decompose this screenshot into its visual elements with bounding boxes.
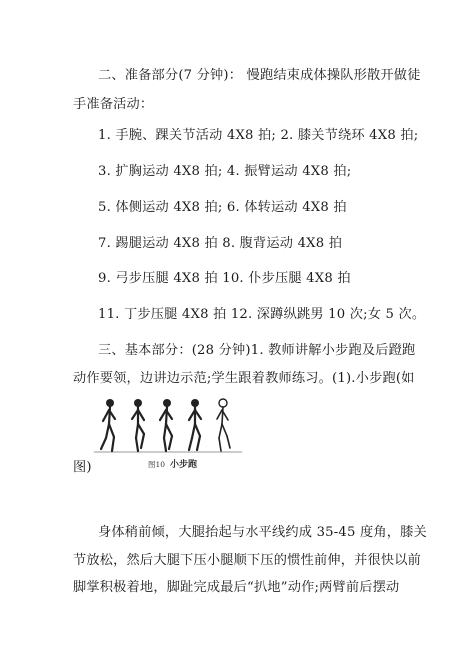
paragraph-line: 节放松，然后大腿下压小腿顺下压的惯性前伸，并很快以前 <box>73 553 422 568</box>
list-item: 1. 手腕、踝关节活动 4X8 拍; 2. 膝关节绕环 4X8 拍; <box>98 128 419 143</box>
list-item: 9. 弓步压腿 4X8 拍 10. 仆步压腿 4X8 拍 <box>98 271 351 286</box>
paragraph-line: 手准备活动： <box>73 97 154 112</box>
list-item: 11. 丁步压腿 4X8 拍 12. 深蹲纵跳男 10 次;女 5 次。 <box>98 307 426 322</box>
paragraph-line: 脚掌积极着地，脚趾完成最后“扒地”动作;两臂前后摆动 <box>73 580 400 595</box>
figure-caption: 小步跑 <box>170 460 198 470</box>
list-item: 5. 体侧运动 4X8 拍; 6. 体转运动 4X8 拍 <box>98 200 347 215</box>
section-heading-preparation: 二、准备部分(7 分钟)： 慢跑结束成体操队形散开做徒 <box>98 68 421 83</box>
paragraph-line: 图) <box>73 460 92 475</box>
section-heading-basic: 三、基本部分：(28 分钟)1. 教师讲解小步跑及后蹬跑 <box>98 343 416 358</box>
figure-number: 图10 <box>148 460 166 469</box>
list-item: 3. 扩胸运动 4X8 拍; 4. 振臂运动 4X8 拍; <box>98 164 352 179</box>
list-item: 7. 踢腿运动 4X8 拍 8. 腹背运动 4X8 拍 <box>98 236 343 251</box>
paragraph-line: 动作要领，边讲边示范;学生跟着教师练习。(1).小步跑(如 <box>73 371 415 386</box>
figure-small-step-run <box>92 394 244 466</box>
paragraph-line: 身体稍前倾，大腿抬起与水平线约成 35-45 度角，膝关 <box>98 525 427 540</box>
